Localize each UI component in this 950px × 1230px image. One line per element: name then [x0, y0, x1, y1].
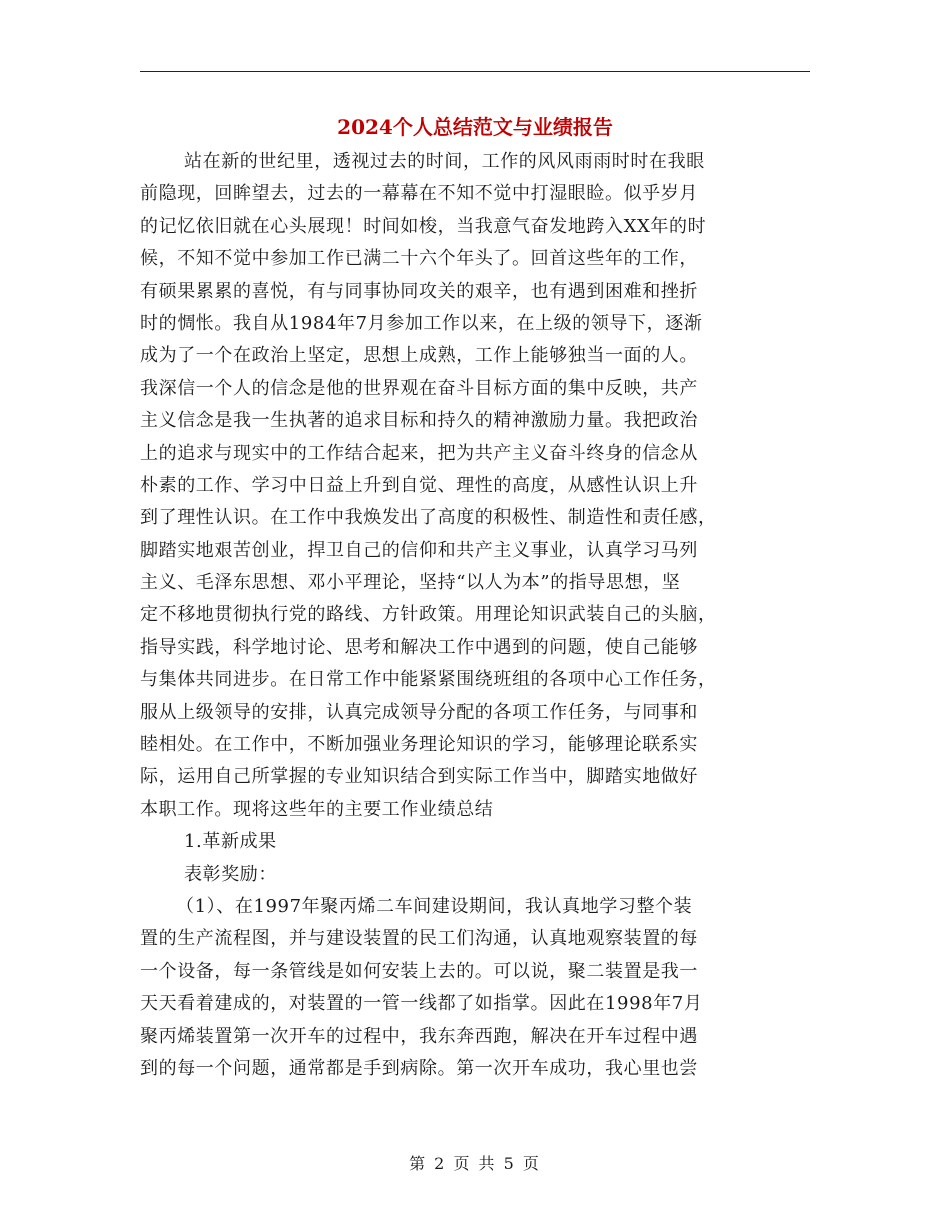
- body-line: 主义、毛泽东思想、邓小平理论，坚持“以人为本”的指导思想，坚: [140, 572, 681, 594]
- page-footer: 第 2 页 共 5 页: [409, 1154, 541, 1173]
- body-line: 成为了一个在政治上坚定，思想上成熟，工作上能够独当一面的人。: [140, 345, 698, 367]
- body-line: 我深信一个人的信念是他的世界观在奋斗目标方面的集中反映，共产: [140, 377, 698, 399]
- body-line: 定不移地贯彻执行党的路线、方针政策。用理论知识武装自己的头脑，: [140, 604, 717, 626]
- body-line: 时的惆怅。我自从1984年7月参加工作以来，在上级的领导下，逐渐: [140, 312, 703, 334]
- body-line: 置的生产流程图，并与建设装置的民工们沟通，认真地观察装置的每: [140, 928, 698, 950]
- subsection-label: 表彰奖励：: [184, 863, 277, 885]
- body-line: 本职工作。现将这些年的主要工作业绩总结: [140, 798, 494, 820]
- section-heading: 1.革新成果: [184, 831, 277, 853]
- body-line: 站在新的世纪里，透视过去的时间，工作的风风雨雨时时在我眼: [184, 151, 705, 172]
- body-line: 朴素的工作、学习中日益上升到自觉、理性的高度，从感性认识上升: [140, 474, 698, 496]
- body-line: 一个设备，每一条管线是如何安装上去的。可以说，聚二装置是我一: [140, 960, 698, 982]
- body-line: 指导实践，科学地讨论、思考和解决工作中遇到的问题，使自己能够: [140, 636, 698, 658]
- document-title: 2024个人总结范文与业绩报告: [337, 115, 613, 139]
- body-line: 主义信念是我一生执著的追求目标和持久的精神激励力量。我把政治: [140, 410, 698, 432]
- header-rule: [140, 71, 810, 72]
- body-line: 到了理性认识。在工作中我焕发出了高度的积极性、制造性和责任感，: [140, 507, 717, 529]
- body-line: 有硕果累累的喜悦，有与同事协同攻关的艰辛，也有遇到困难和挫折: [140, 280, 698, 302]
- body-line: 服从上级领导的安排，认真完成领导分配的各项工作任务，与同事和: [140, 701, 698, 723]
- body-line: 前隐现，回眸望去，过去的一幕幕在不知不觉中打湿眼睑。似乎岁月: [140, 183, 698, 205]
- body-line: 天天看着建成的，对装置的一管一线都了如指掌。因此在1998年7月: [140, 993, 703, 1015]
- body-line: 际，运用自己所掌握的专业知识结合到实际工作当中，脚踏实地做好: [140, 766, 698, 788]
- body-line: 候，不知不觉中参加工作已满二十六个年头了。回首这些年的工作，: [140, 248, 698, 270]
- body-line: 的记忆依旧就在心头展现！时间如梭，当我意气奋发地跨入XX年的时: [140, 215, 707, 237]
- body-line: （1）、在1997年聚丙烯二车间建设期间，我认真地学习整个装: [176, 895, 693, 917]
- document-body: [140, 146, 810, 1085]
- body-line: 到的每一个问题，通常都是手到病除。第一次开车成功，我心里也尝: [140, 1057, 698, 1079]
- body-line: 脚踏实地艰苦创业，捍卫自己的信仰和共产主义事业，认真学习马列: [140, 539, 698, 561]
- body-line: 与集体共同进步。在日常工作中能紧紧围绕班组的各项中心工作任务，: [140, 669, 717, 691]
- body-line: 睦相处。在工作中，不断加强业务理论知识的学习，能够理论联系实: [140, 734, 698, 756]
- body-line: 聚丙烯装置第一次开车的过程中，我东奔西跑，解决在开车过程中遇: [140, 1025, 698, 1047]
- body-line: 上的追求与现实中的工作结合起来，把为共产主义奋斗终身的信念从: [140, 442, 698, 464]
